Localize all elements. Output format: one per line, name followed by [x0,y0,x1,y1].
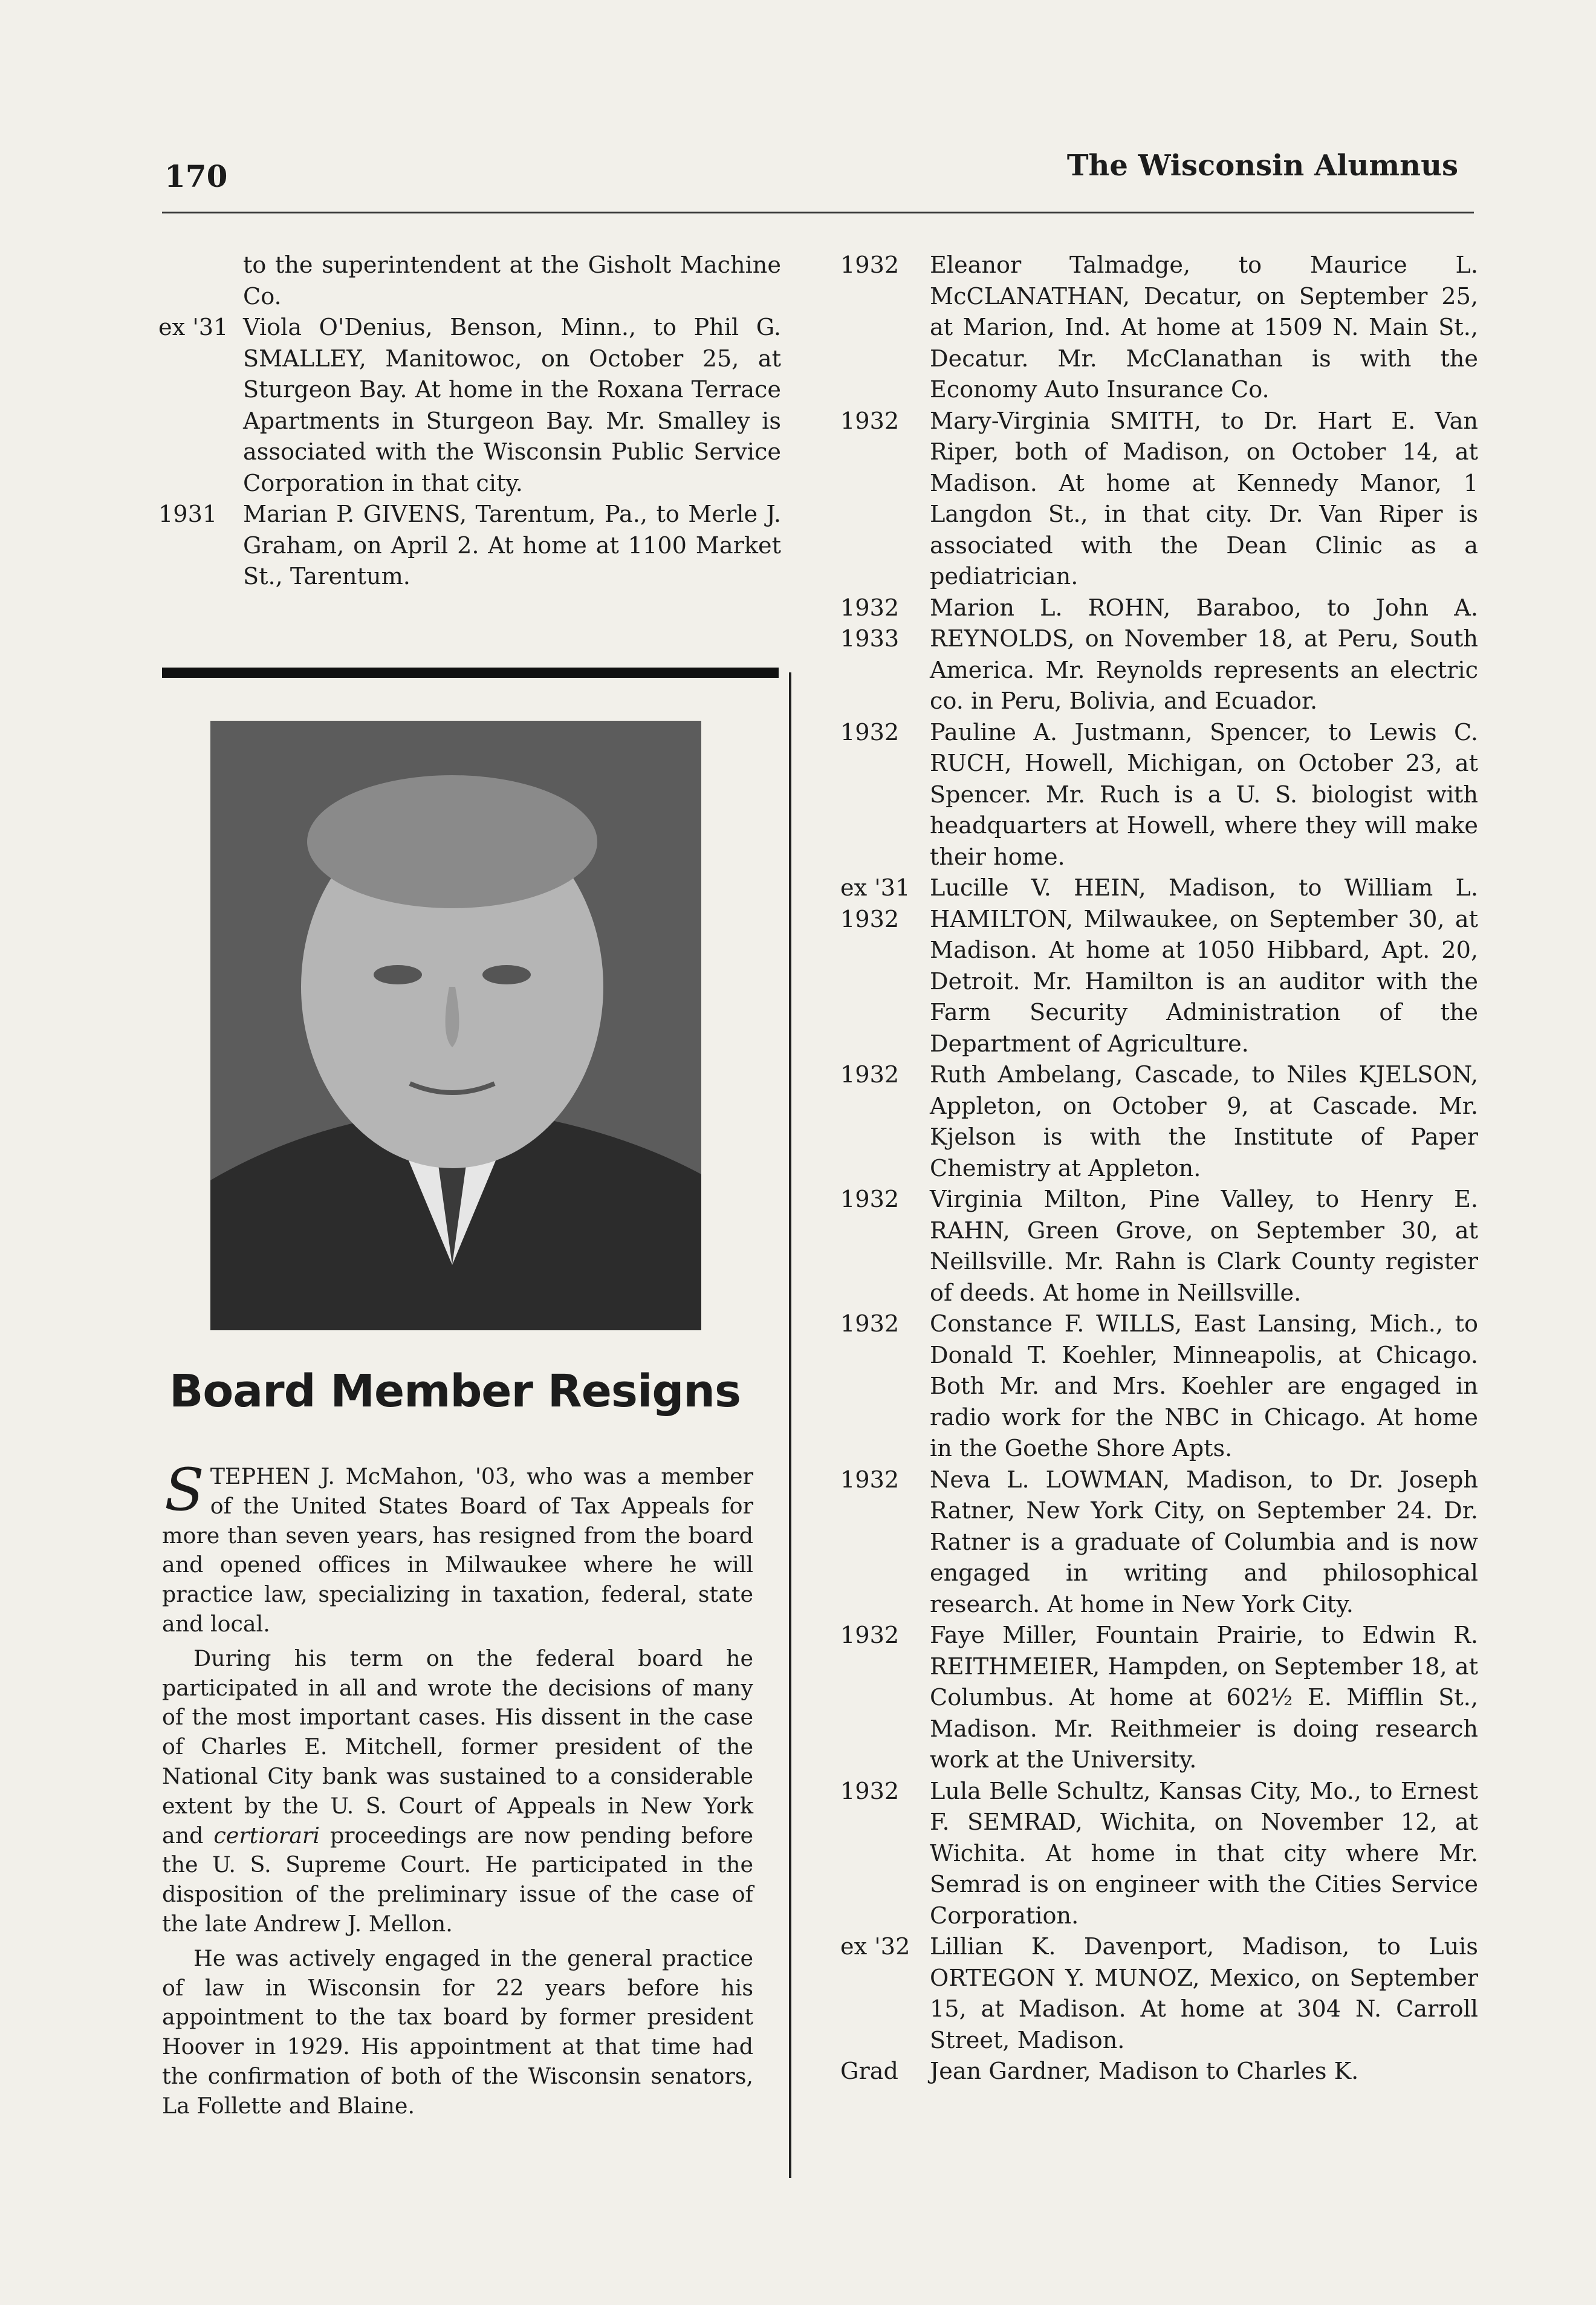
entry-text: Marion L. ROHN, Baraboo, to John A. REYNOLDS, on November 18, at Peru, South America. Mr. Reynolds represents an electric co. in Peru, Bolivia, and Ecuador. [930,594,1478,715]
marriage-entry [840,873,1478,1060]
entry-text: Ruth Ambelang, Cascade, to Niles KJELSON, Appleton, on October 9, at Cascade. Mr. Kjelson is with the Institute of Paper Chemistry at Appleton. [930,1062,1478,1182]
paragraph-text: During his term on the federal board he participated in all and wrote the decisions of many of the most important cases. His dissent in the case of Charles E. Mitchell, former president of the National City bank was sustained to a considerable extent by the U. S. Court of Appeals in New York and [162,1645,753,1848]
entry-text: Mary-Virginia SMITH, to Dr. Hart E. Van Riper, both of Madison, on October 14, at Madison. At home at Kennedy Manor, 1 Langdon St., in that city. Dr. Van Riper is associated with the Dean Clinic as a pediatrician. [930,408,1478,590]
italic-term: certiorari [213,1822,320,1848]
article-paragraph [162,1644,753,1939]
entry-year [158,250,243,313]
marriage-entry [840,718,1478,874]
entry-text: Constance F. WILLS, East Lansing, Mich., to Donald T. Koehler, Minneapolis, at Chicago. Both Mr. and Mrs. Koehler are engaged in radio work for the NBC in Chicago. At home in the Goethe Shore Apts. [930,1311,1478,1462]
entry-text: Lula Belle Schultz, Kansas City, Mo., to Ernest F. SEMRAD, Wichita, on November 12, at Wichita. At home in that city where Mr. Semrad is on engineer with the Cities Service Corporation. [930,1778,1478,1930]
article-top-rule [162,668,779,678]
header-rule [162,212,1474,213]
paragraph-text: proceedings are now pending before the U. S. Supreme Court. He participated in the disposition of the preliminary issue of the case of the late Andrew J. Mellon. [162,1822,753,1937]
marriage-entry [840,1185,1478,1309]
paragraph-text: He was actively engaged in the general practice of law in Wisconsin for 22 years before his appointment to the tax board by former president Hoover in 1929. His appointment at that time had the confirmation of both of the Wisconsin senators, La Follette and Blaine. [162,1945,753,2119]
entry-year: 1932 [840,1311,900,1338]
entry-year: ex '31 [158,314,229,341]
entry-year: ex '31 1932 [840,875,910,933]
marriage-entry [840,1932,1478,2056]
marriage-entry [158,250,781,313]
marriage-entry [158,313,781,499]
marriage-entry [840,1060,1478,1185]
article-body [162,1456,753,2126]
column-divider [789,672,791,2178]
marriage-entry [840,1309,1478,1465]
entry-text: Jean Gardner, Madison to Charles K. [930,2058,1359,2085]
entry-year: 1932 [840,1466,900,1494]
marriage-entry [840,1465,1478,1621]
article-paragraph [162,1944,753,2121]
entry-text: Faye Miller, Fountain Prairie, to Edwin R. REITHMEIER, Hampden, on September 18, at Columbus. At home at 602½ E. Mifflin St., Madison. Mr. Reithmeier is doing research work at the University. [930,1622,1478,1773]
entry-year: 1932 [840,408,900,435]
article-title: Board Member Resigns [169,1365,741,1417]
entry-text: Lillian K. Davenport, Madison, to Luis ORTEGON Y. MUNOZ, Mexico, on September 15, at Madison. At home at 304 N. Carroll Street, Madison. [930,1934,1478,2054]
entry-text: Pauline A. Justmann, Spencer, to Lewis C. RUCH, Howell, Michigan, on October 23, at Spencer. Mr. Ruch is a U. S. biologist with headquarters at Howell, where they will make their home. [930,719,1478,871]
marriage-entry [158,499,781,593]
marriage-entry [840,593,1478,718]
entry-text: Lucille V. HEIN, Madison, to William L. HAMILTON, Milwaukee, on September 30, at Madison. At home at 1050 Hibbard, Apt. 20, Detroit. Mr. Hamilton is an auditor with the Farm Security Administration of the Department of Agriculture. [930,875,1478,1058]
right-column [840,250,1478,2088]
marriage-entry [840,406,1478,593]
entry-year: 1932 1933 [840,594,900,652]
entry-text: Eleanor Talmadge, to Maurice L. McCLANATHAN, Decatur, on September 25, at Marion, Ind. At home at 1509 N. Main St., Decatur. Mr. McClanathan is with the Economy Auto Insurance Co. [930,252,1478,403]
left-column [158,250,781,593]
marriage-entry [840,1621,1478,1777]
entry-year: 1932 [840,1778,900,1805]
entry-year: Grad [840,2058,898,2085]
article-paragraph [162,1456,753,1639]
entry-text: Marian P. GIVENS, Tarentum, Pa., to Merle J. Graham, on April 2. At home at 1100 Market St., Tarentum. [243,501,781,590]
drop-cap: S [164,1456,204,1524]
entry-year: 1931 [158,501,218,528]
entry-text: Virginia Milton, Pine Valley, to Henry E. RAHN, Green Grove, on September 30, at Neillsville. Mr. Rahn is Clark County register of deeds. At home in Neillsville. [930,1186,1478,1307]
entry-year: 1932 [840,1186,900,1213]
marriage-entry [840,1777,1478,1933]
entry-year: 1932 [840,252,900,279]
portrait-photo [210,721,701,1330]
page-number: 170 [164,158,228,194]
journal-title: The Wisconsin Alumnus [1066,149,1458,183]
paragraph-text: TEPHEN J. McMahon, '03, who was a member of the United States Board of Tax Appeals for more than seven years, has resigned from the board and opened offices in Milwaukee where he will practice law, specializing in taxation, federal, state and local. [162,1463,753,1637]
entry-text: Neva L. LOWMAN, Madison, to Dr. Joseph Ratner, New York City, on September 24. Dr. Ratner is a graduate of Columbia and is now engaged in writing and philosophical research. At home in New York City. [930,1466,1478,1618]
entry-text: Viola O'Denius, Benson, Minn., to Phil G. SMALLEY, Manitowoc, on October 25, at Sturgeon Bay. At home in the Roxana Terrace Apartments in Sturgeon Bay. Mr. Smalley is associated with the Wisconsin Public Service Corporation in that city. [243,314,781,497]
marriage-entry [840,2056,1478,2088]
entry-year: 1932 [840,1062,900,1088]
marriage-entry [840,250,1478,406]
entry-year: ex '32 [840,1934,910,1960]
entry-year: 1932 [840,1622,900,1649]
entry-text: to the superintendent at the Gisholt Machine Co. [243,252,781,310]
entry-year: 1932 [840,719,900,746]
